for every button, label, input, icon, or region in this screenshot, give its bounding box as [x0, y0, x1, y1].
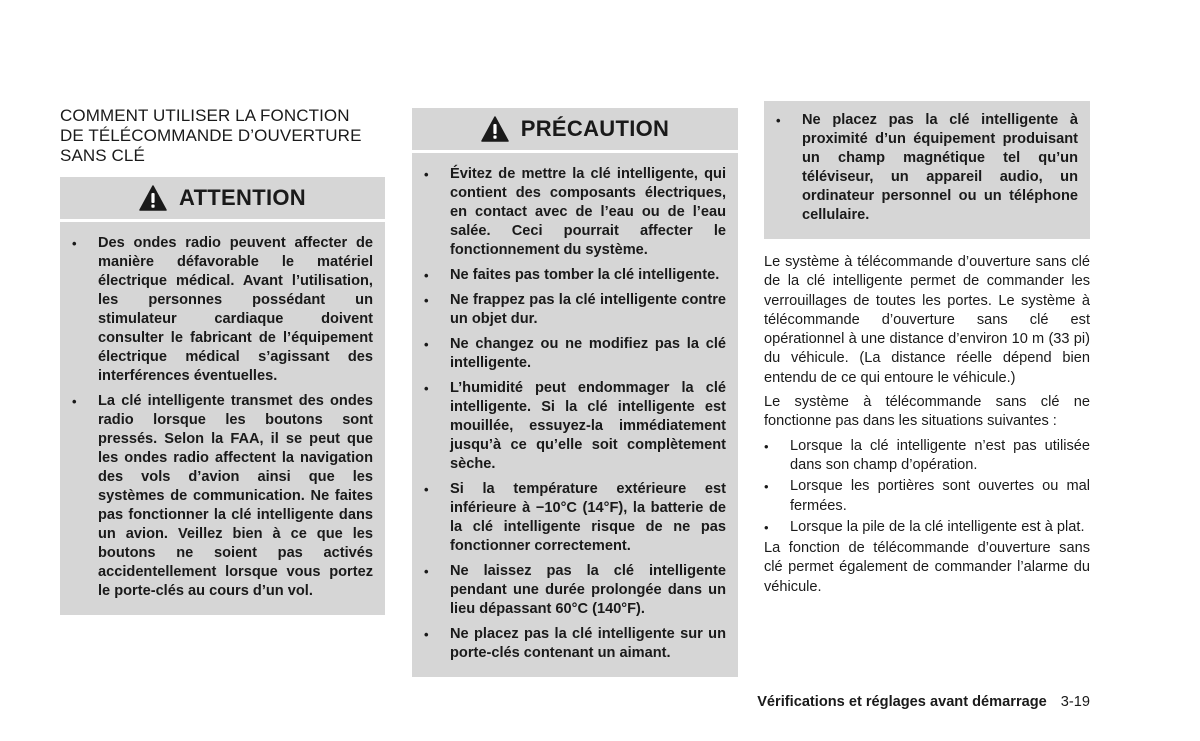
- heading-line: COMMENT UTILISER LA FONCTION: [60, 106, 350, 125]
- list-item: • Des ondes radio peuvent affecter de manière défavorable le matériel électrique médical. Avant l’utilisation, les personnes possédant un stimulateur cardiaque doivent consulter le fabricant de l’équipement électrique médical s’agissant des interférences éventuelles.: [72, 234, 373, 386]
- precaution-continued-box: [764, 101, 1090, 239]
- body-paragraph: La fonction de télécommande d’ouverture sans clé permet également de commander l’alarme du véhicule.: [764, 540, 1090, 595]
- list-item: • Ne laissez pas la clé intelligente pendant une durée prolongée dans un lieu dépassant 60°C (140°F).: [424, 562, 726, 619]
- list-item: • Si la température extérieure est inférieure à −10°C (14°F), la batterie de la clé intelligente risque de ne pas fonctionner correctement.: [424, 480, 726, 556]
- heading-line: SANS CLÉ: [60, 146, 145, 165]
- right-column: [764, 101, 1090, 602]
- precaution-header: [412, 108, 738, 153]
- chapter-title: Vérifications et réglages avant démarrage: [757, 694, 1047, 710]
- list-item: • Ne changez ou ne modifiez pas la clé intelligente.: [424, 335, 726, 373]
- attention-title: ATTENTION: [179, 185, 306, 210]
- warning-triangle-icon: [481, 116, 509, 142]
- warning-triangle-icon: [139, 185, 167, 211]
- heading-line: DE TÉLÉCOMMANDE D’OUVERTURE: [60, 126, 362, 145]
- list-item: • Évitez de mettre la clé intelligente, qui contient des composants électriques, en contact avec de l’eau ou de l’eau salée. Ceci pourrait affecter le fonctionnement du système.: [424, 165, 726, 260]
- list-item: • Lorsque la pile de la clé intelligente est à plat.: [764, 518, 1090, 537]
- list-item: • Lorsque les portières sont ouvertes ou mal fermées.: [764, 477, 1090, 516]
- page-number: 3-19: [1060, 694, 1090, 710]
- precaution-continued-list: [764, 101, 1090, 239]
- list-item: • La clé intelligente transmet des ondes radio lorsque les boutons sont pressés. Selon la FAA, il se peut que les ondes radio affectent la navigation des vols d’avion ainsi que les systèmes de communication. Ne faites pas fonctionner la clé intelligente dans un avion. Veillez bien à ce que les boutons ne soient pas activés accidentellement lorsque vous portez le porte-clés au cours d’un vol.: [72, 392, 373, 601]
- section-heading: [60, 106, 385, 166]
- list-item: • Ne frappez pas la clé intelligente contre un objet dur.: [424, 291, 726, 329]
- attention-box: [60, 177, 385, 615]
- body-paragraph: Le système à télécommande sans clé ne fonctionne pas dans les situations suivantes :: [764, 394, 1090, 430]
- precaution-list: [412, 153, 738, 677]
- attention-list: [60, 222, 385, 615]
- list-item: • L’humidité peut endommager la clé intelligente. Si la clé intelligente est mouillée, essuyez-la immédiatement jusqu’à ce qu’elle soit complètement sèche.: [424, 379, 726, 474]
- page-footer: [757, 694, 1090, 710]
- list-item: • Ne faites pas tomber la clé intelligente.: [424, 266, 726, 285]
- body-paragraph: Le système à télécommande d’ouverture sans clé de la clé intelligente permet de commander les verrouillages de toutes les portes. Le système à télécommande d’ouverture sans clé est opérationnel à une distance d’environ 10 m (33 pi) du véhicule. (La distance réelle dépend bien entendu de ce qui entoure le véhicule.): [764, 254, 1090, 386]
- list-item: • Lorsque la clé intelligente n’est pas utilisée dans son champ d’opération.: [764, 437, 1090, 476]
- situations-list: [764, 437, 1090, 537]
- list-item: • Ne placez pas la clé intelligente à proximité d’un équipement produisant un champ magnétique tel qu’un téléviseur, un appareil audio, un ordinateur personnel ou un téléphone cellulaire.: [776, 111, 1078, 225]
- precaution-title: PRÉCAUTION: [520, 116, 670, 141]
- left-column: [60, 106, 385, 615]
- precaution-box: [412, 108, 738, 677]
- attention-header: [60, 177, 385, 222]
- list-item: • Ne placez pas la clé intelligente sur un porte-clés contenant un aimant.: [424, 625, 726, 663]
- middle-column: [412, 108, 738, 677]
